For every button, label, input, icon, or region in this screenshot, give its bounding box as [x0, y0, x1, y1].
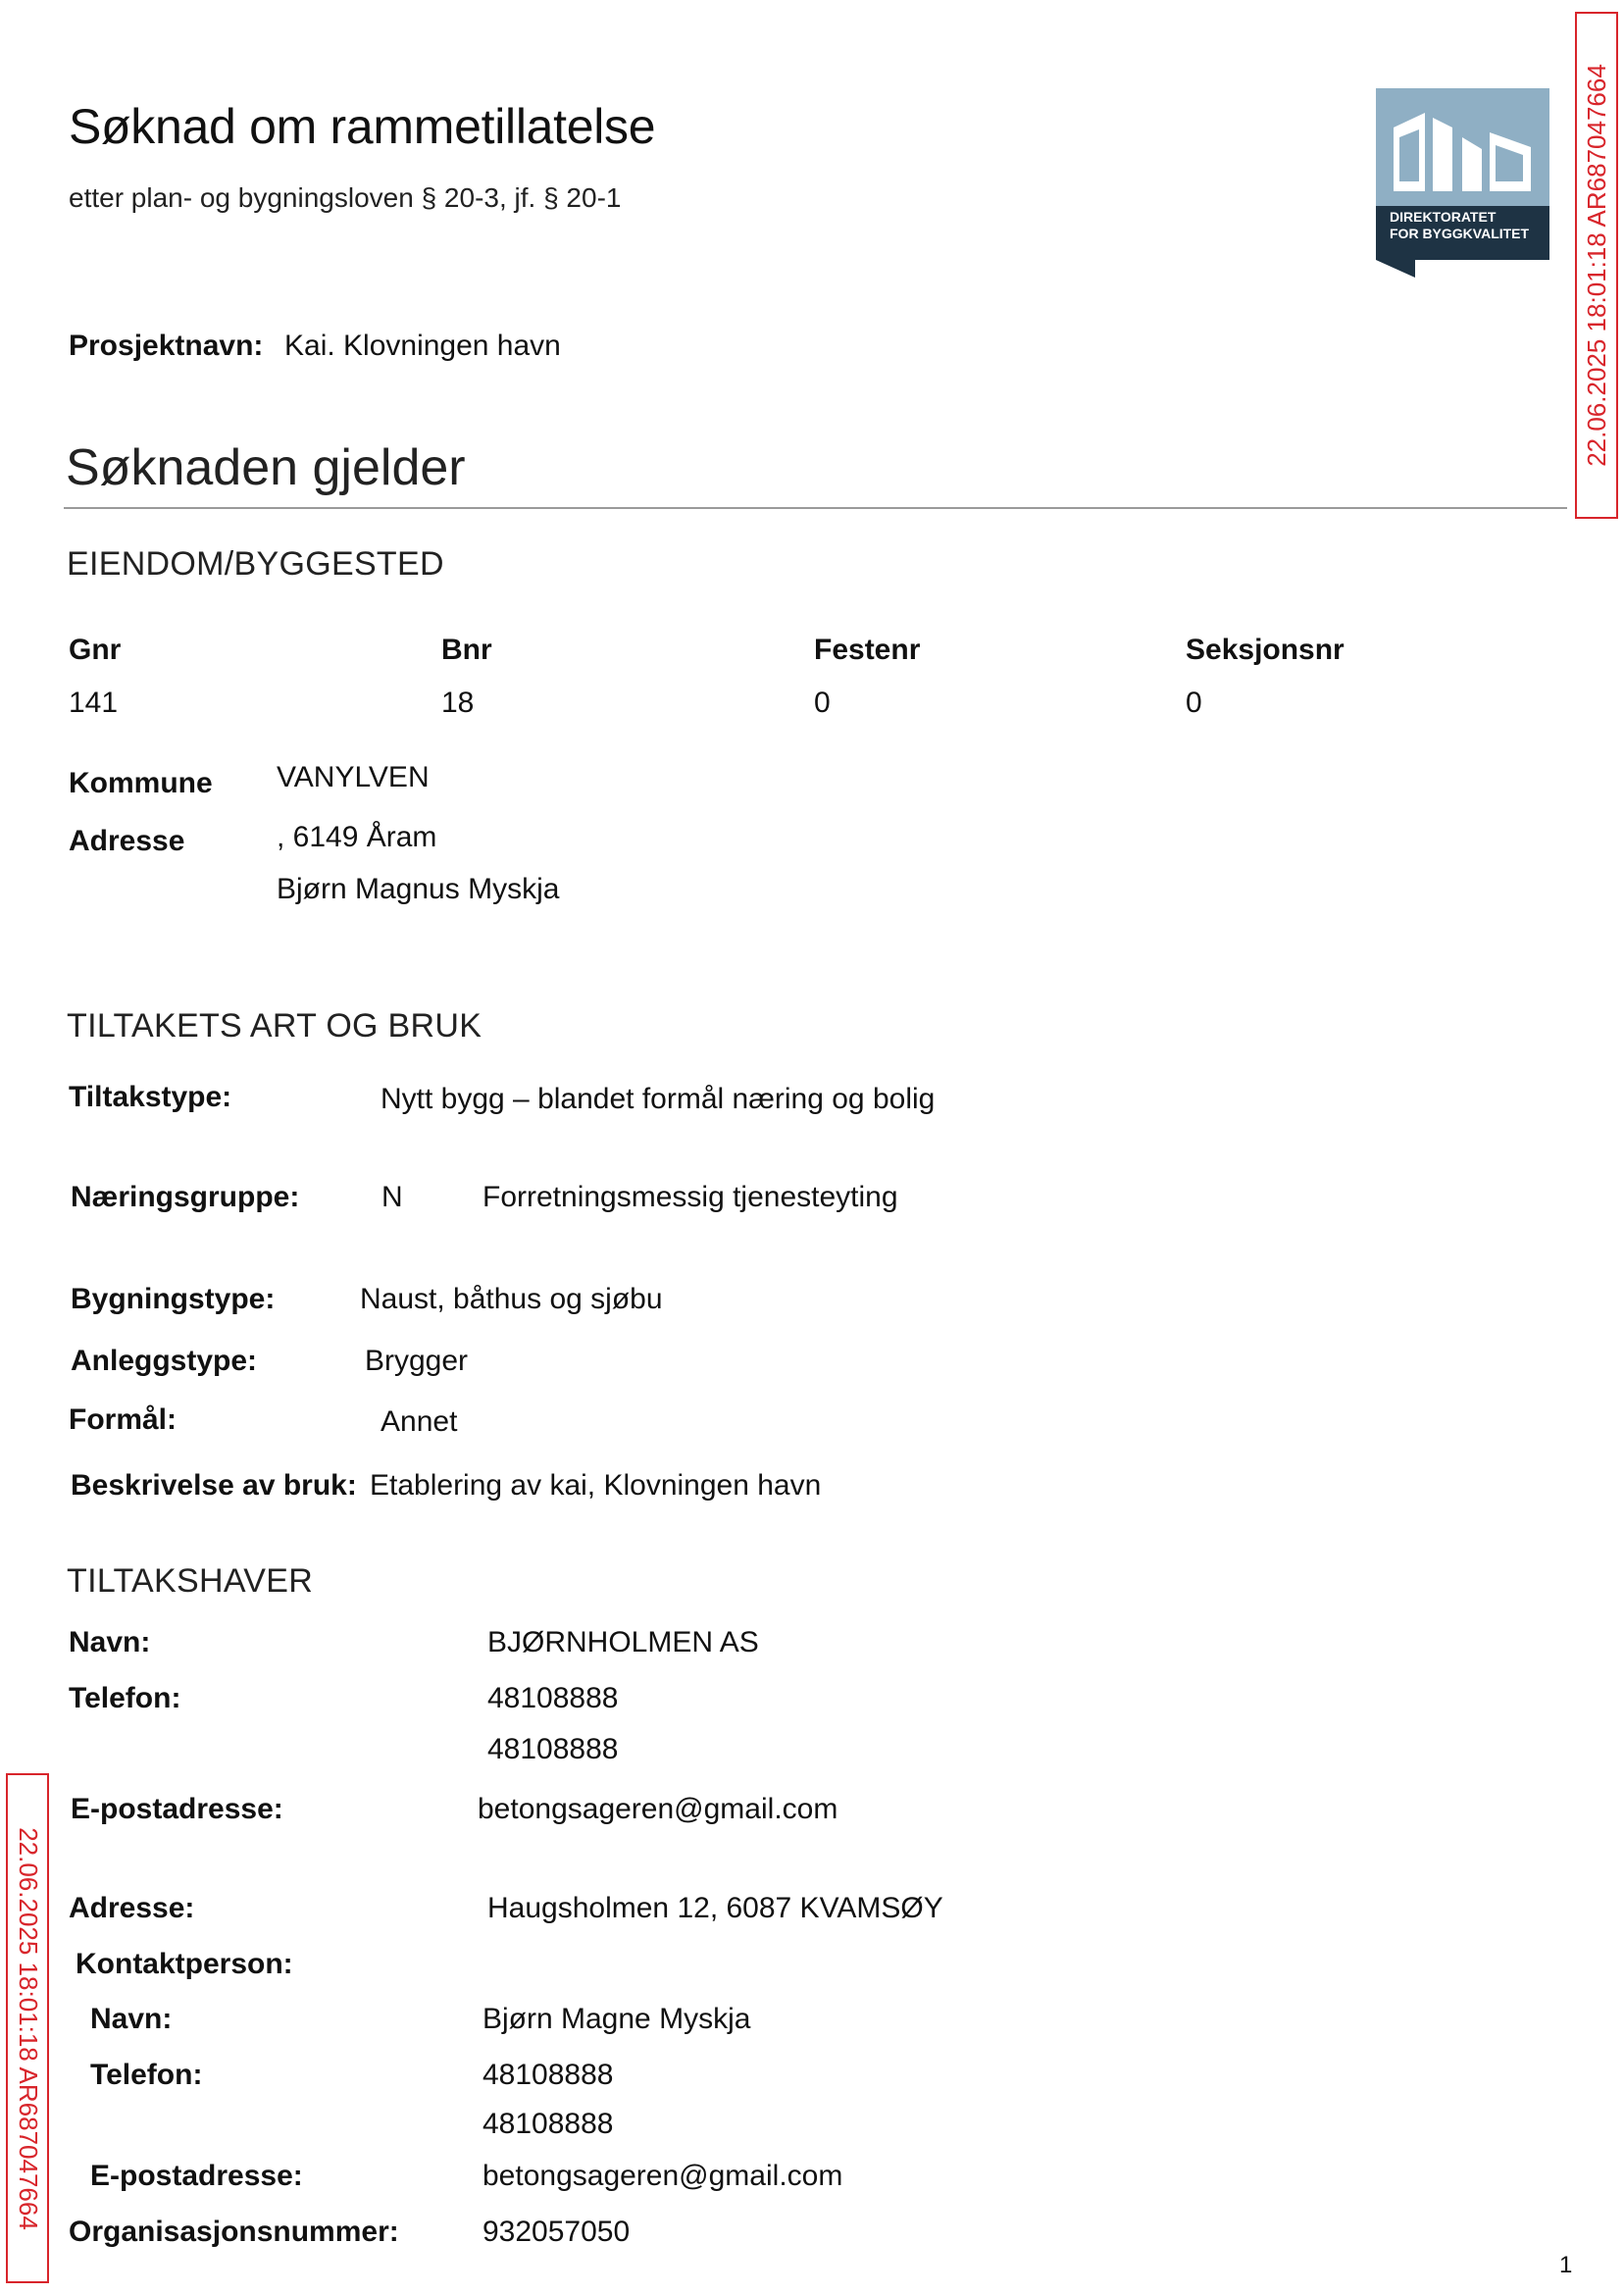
bygningstype-label: Bygningstype: [71, 1283, 276, 1315]
tiltakshaver-telefon-value1: 48108888 [487, 1682, 619, 1714]
tiltakshaver-telefon-label: Telefon: [69, 1682, 181, 1714]
orgnr-value: 932057050 [482, 2216, 631, 2248]
section-divider [64, 507, 1567, 509]
bnr-label: Bnr [441, 634, 492, 666]
seksjonsnr-label: Seksjonsnr [1186, 634, 1345, 666]
logo-graphic [1376, 88, 1549, 278]
kommune-label: Kommune [69, 767, 213, 799]
adresse-label: Adresse [69, 825, 185, 857]
tiltakshaver-navn-value: BJØRNHOLMEN AS [487, 1626, 759, 1658]
tiltakshaver-adresse-label: Adresse: [69, 1892, 195, 1924]
adresse-line2: Bjørn Magnus Myskja [277, 873, 560, 905]
logo-text-line2: FOR BYGGKVALITET [1390, 226, 1530, 241]
section-title: Søknaden gjelder [66, 439, 466, 496]
bygningstype-value: Naust, båthus og sjøbu [360, 1283, 663, 1315]
beskrivelse-label: Beskrivelse av bruk: [71, 1469, 357, 1502]
project-label: Prosjektnavn: [69, 330, 264, 362]
kontaktperson-label: Kontaktperson: [76, 1948, 293, 1980]
tiltakshaver-navn-label: Navn: [69, 1626, 151, 1658]
bnr-value: 18 [441, 687, 475, 719]
tiltakshaver-adresse-value: Haugsholmen 12, 6087 KVAMSØY [487, 1892, 943, 1924]
tiltakshaver-epost-label: E-postadresse: [71, 1793, 283, 1825]
document-title: Søknad om rammetillatelse [69, 99, 656, 154]
festenr-value: 0 [814, 687, 831, 719]
logo-text-line1: DIREKTORATET [1390, 209, 1497, 225]
kontakt-navn-label: Navn: [90, 2003, 173, 2035]
gnr-value: 141 [69, 687, 119, 719]
kontakt-navn-value: Bjørn Magne Myskja [482, 2003, 751, 2035]
tiltakstype-label: Tiltakstype: [69, 1081, 232, 1113]
kommune-value: VANYLVEN [277, 761, 430, 793]
tiltakstype-value: Nytt bygg – blandet formål næring og bolig [381, 1083, 936, 1115]
project-value: Kai. Klovningen havn [284, 330, 561, 362]
adresse-line1: , 6149 Åram [277, 821, 437, 853]
naeringsgruppe-value: Forretningsmessig tjenesteyting [482, 1181, 898, 1213]
archive-stamp-top [1575, 12, 1618, 519]
stamp-text: 22.06.2025 18:01:18 AR687047664 [13, 1826, 43, 2230]
page-number: 1 [1559, 2252, 1573, 2278]
document-subtitle: etter plan- og bygningsloven § 20-3, jf. § 20-1 [69, 182, 622, 213]
kontakt-epost-label: E-postadresse: [90, 2160, 303, 2192]
tiltakshaver-telefon-value2: 48108888 [487, 1733, 619, 1765]
naeringsgruppe-code: N [381, 1181, 403, 1213]
formal-label: Formål: [69, 1403, 178, 1436]
anleggstype-value: Brygger [365, 1345, 469, 1377]
naeringsgruppe-label: Næringsgruppe: [71, 1181, 300, 1213]
kontakt-epost-value: betongsageren@gmail.com [482, 2160, 843, 2192]
dibk-logo [1376, 88, 1549, 278]
beskrivelse-value: Etablering av kai, Klovningen havn [370, 1469, 822, 1502]
orgnr-label: Organisasjonsnummer: [69, 2216, 399, 2248]
property-heading: EIENDOM/BYGGESTED [67, 545, 444, 583]
anleggstype-label: Anleggstype: [71, 1345, 258, 1377]
festenr-label: Festenr [814, 634, 921, 666]
kontakt-telefon-value1: 48108888 [482, 2059, 614, 2091]
formal-value: Annet [381, 1405, 458, 1438]
tiltakshaver-epost-value: betongsageren@gmail.com [478, 1793, 838, 1825]
kontakt-telefon-value2: 48108888 [482, 2108, 614, 2140]
tiltakshaver-heading: TILTAKSHAVER [67, 1562, 314, 1600]
archive-stamp-bottom [6, 1773, 49, 2283]
stamp-text: 22.06.2025 18:01:18 AR687047664 [1581, 64, 1611, 467]
gnr-label: Gnr [69, 634, 122, 666]
seksjonsnr-value: 0 [1186, 687, 1202, 719]
kontakt-telefon-label: Telefon: [90, 2059, 203, 2091]
tiltak-heading: TILTAKETS ART OG BRUK [67, 1007, 482, 1045]
